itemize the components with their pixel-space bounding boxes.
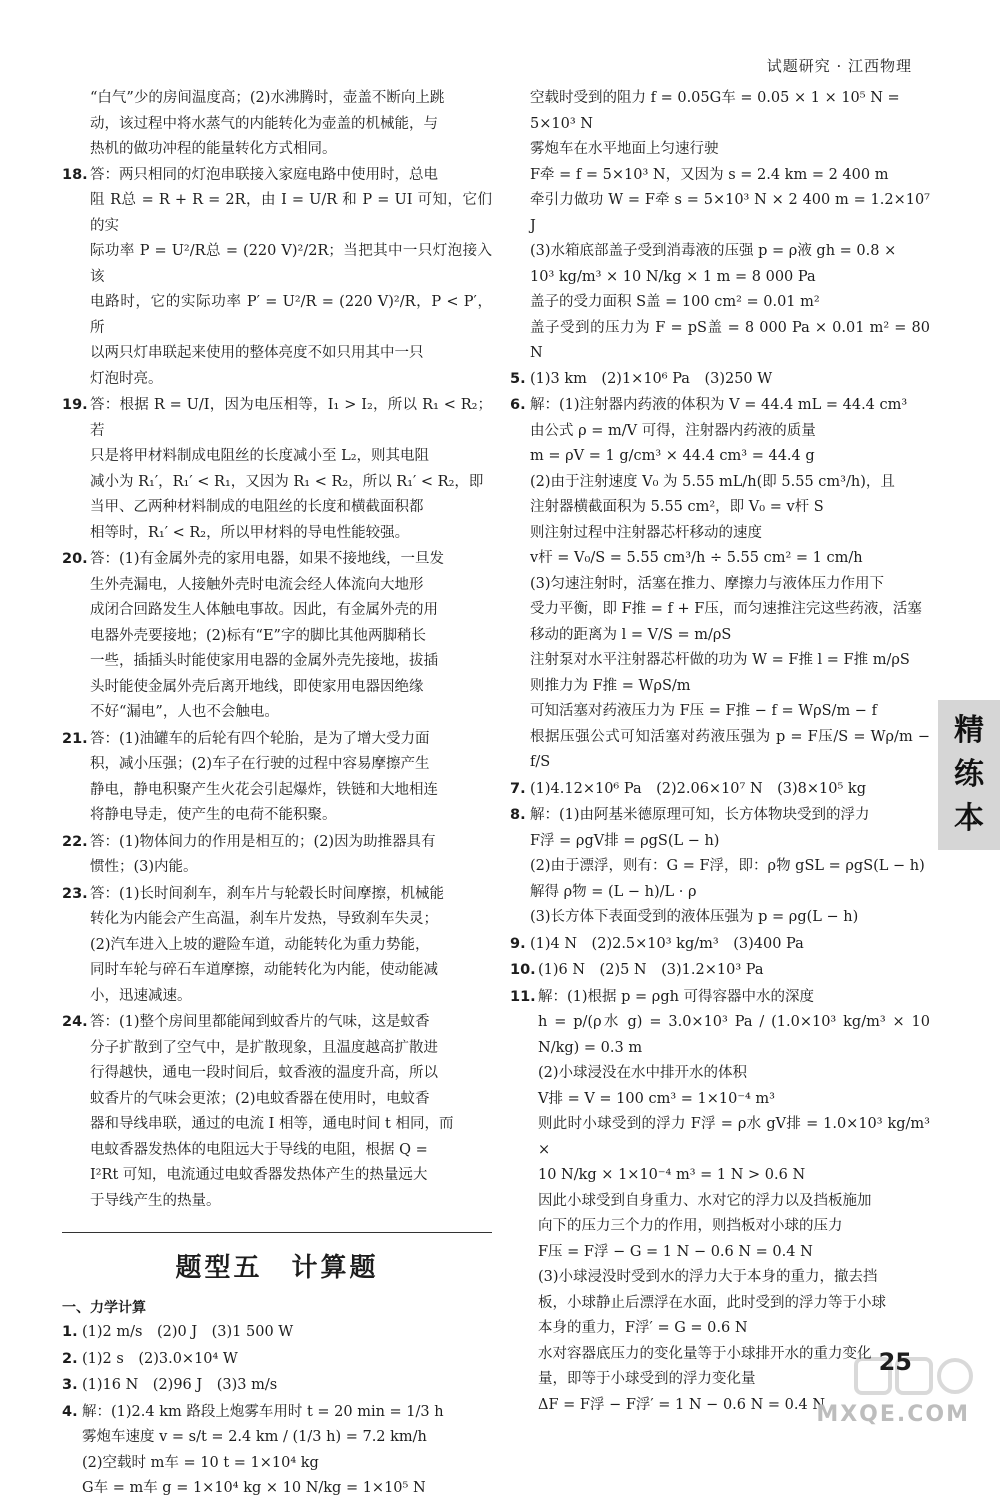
side-tab-label: 本 — [954, 801, 984, 836]
text-line: 成闭合回路发生人体触电事故。因此，有金属外壳的用 — [90, 602, 438, 618]
answer-8 — [510, 803, 930, 931]
text-line: (2)小球浸没在水中排开水的体积 — [538, 1065, 748, 1081]
text-line: 解：(1)2.4 km 路段上炮雾车用时 t = 20 min = 1/3 h — [82, 1403, 444, 1420]
text-line: 答：根据 R = U/I，因为电压相等，I₁ > I₂，所以 R₁ < R₂；若 — [90, 397, 492, 439]
left-column — [62, 86, 492, 1503]
question-number: 11. — [510, 988, 536, 1005]
section-title: 题型五 计算题 — [175, 1253, 379, 1283]
text-line: v杆 = V₀/S = 5.55 cm³/h ÷ 5.55 cm² = 1 cm/h — [530, 550, 863, 566]
text-line: (2)汽车进入上坡的避险车道，动能转化为重力势能， — [90, 936, 430, 953]
text-line: F牵 = f = 5×10³ N，又因为 s = 2.4 km = 2 400 m — [530, 166, 889, 183]
text-line: (2)由于漂浮，则有：G = F浮，即：ρ物 gSL = ρgS(L − h) — [530, 858, 925, 874]
text-line: 量，即等于小球受到的浮力变化量 — [538, 1371, 756, 1387]
text-line: 答：(1)长时间刹车，刹车片与轮毂长时间摩擦，机械能 — [90, 885, 445, 902]
text-line: 水对容器底压力的变化量等于小球排开水的重力变化 — [538, 1345, 872, 1362]
text-line: (1)2 m/s (2)0 J (3)1 500 W — [82, 1324, 294, 1340]
text-line: (1)4.12×10⁶ Pa (2)2.06×10⁷ N (3)8×10⁵ kg — [530, 780, 866, 797]
text-line: 阻 R总 = R + R = 2R，由 I = U/R 和 P = UI 可知，它们的实 — [90, 192, 492, 234]
text-line: (1)4 N (2)2.5×10³ kg/m³ (3)400 Pa — [530, 935, 804, 952]
text-line: 减小为 R₁′，R₁′ < R₁，又因为 R₁ < R₂，所以 R₁′ < R₂，即 — [90, 473, 484, 490]
text-line: 本身的重力，F浮′ = G = 0.6 N — [538, 1320, 748, 1336]
side-tab — [938, 700, 1000, 850]
text-line: 头时能使金属外壳后离开地线，即使家用电器因绝缘 — [90, 678, 424, 695]
watermark-logo-icon — [854, 1355, 974, 1397]
text-line: “白气”少的房间温度高；(2)水沸腾时，壶盖不断向上跳 — [90, 90, 445, 106]
text-line: F压 = F浮 − G = 1 N − 0.6 N = 0.4 N — [538, 1243, 813, 1260]
text-line: 转化为内能会产生高温，刹车片发热，导致刹车失灵； — [90, 911, 438, 927]
question-number: 2. — [62, 1350, 78, 1367]
text-line: 答：(1)整个房间里都能闻到蚊香片的气味，这是蚊香 — [90, 1014, 430, 1030]
text-line: 以两只灯串联起来使用的整体亮度不如只用其中一只 — [90, 345, 424, 361]
text-line: 一些，插插头时能使家用电器的金属外壳先接地，拔插 — [90, 653, 438, 669]
text-line: 则注射过程中注射器芯杆移动的速度 — [530, 524, 762, 541]
answer-3 — [62, 1373, 492, 1399]
question-number: 5. — [510, 370, 526, 387]
text-line: m = ρV = 1 g/cm³ × 44.4 cm³ = 44.4 g — [530, 448, 815, 464]
text-line: 解：(1)注射器内药液的体积为 V = 44.4 mL = 44.4 cm³ — [530, 397, 908, 413]
text-line: 电路时，它的实际功率 P′ = U²/R = (220 V)²/R，P < P′，所 — [90, 294, 492, 336]
text-line: 小，迅速减速。 — [90, 987, 192, 1004]
question-number: 24. — [62, 1014, 88, 1030]
text-line: 5×10³ N — [530, 115, 593, 132]
question-number: 4. — [62, 1403, 78, 1420]
text-line: (1)2 s (2)3.0×10⁴ W — [82, 1350, 238, 1367]
section-divider — [62, 1232, 492, 1233]
text-line: 静电，静电积聚产生火花会引起爆炸，铁链和大地相连 — [90, 781, 438, 798]
text-line: 答：(1)油罐车的后轮有四个轮胎，是为了增大受力面 — [90, 730, 430, 747]
text-line: 动，该过程中将水蒸气的内能转化为壶盖的机械能，与 — [90, 115, 438, 132]
text-line: 不好“漏电”，人也不会触电。 — [90, 704, 279, 720]
side-tab-label: 练 — [954, 757, 984, 792]
text-line: (1)6 N (2)5 N (3)1.2×10³ Pa — [538, 962, 764, 978]
text-line: 则推力为 F推 = WρS/m — [530, 677, 691, 694]
text-line: h = p/(ρ水 g) = 3.0×10³ Pa / (1.0×10³ kg/m³ × 10 N/kg) = 0.3 m — [538, 1014, 930, 1056]
answer-23 — [62, 882, 492, 1010]
side-tab-label: 精 — [954, 713, 984, 748]
text-line: 解：(1)由阿基米德原理可知，长方体物块受到的浮力 — [530, 807, 870, 823]
running-header: 试题研究 · 江西物理 — [766, 57, 912, 75]
text-line: I²Rt 可知，电流通过电蚊香器发热体产生的热量远大 — [90, 1167, 428, 1183]
answer-18 — [62, 163, 492, 393]
text-line: G车 = m车 g = 1×10⁴ kg × 10 N/kg = 1×10⁵ N — [82, 1480, 426, 1496]
text-line: 只是将甲材料制成电阻丝的长度减小至 L₂，则其电阻 — [90, 448, 430, 464]
text-line: 答：(1)有金属外壳的家用电器，如果不接地线，一旦发 — [90, 551, 445, 567]
question-number: 21. — [62, 730, 88, 747]
text-line: 根据压强公式可知活塞对药液压强为 p = F压/S = Wρ/m − f/S — [530, 728, 930, 770]
text-line: 解得 ρ物 = (L − h)/L · ρ — [530, 883, 697, 900]
question-number: 7. — [510, 780, 526, 797]
watermark-text: MXQE.COM — [816, 1402, 970, 1427]
text-line: 将静电导走，使产生的电荷不能积聚。 — [90, 807, 337, 823]
answer-7 — [510, 777, 930, 803]
text-line: 受力平衡，即 F推 = f + F压，而匀速推注完这些药液，活塞 — [530, 601, 922, 617]
text-line: 答：两只相同的灯泡串联接入家庭电路中使用时，总电 — [90, 166, 438, 183]
text-line: ΔF = F浮 − F浮′ = 1 N − 0.6 N = 0.4 N — [538, 1396, 826, 1413]
text-line: 10³ kg/m³ × 10 N/kg × 1 m = 8 000 Pa — [530, 268, 816, 285]
text-line: 际功率 P = U²/R总 = (220 V)²/2R；当把其中一只灯泡接入该 — [90, 243, 492, 285]
text-line: (3)匀速注射时，活塞在推力、摩擦力与液体压力作用下 — [530, 575, 885, 592]
question-number: 1. — [62, 1324, 78, 1340]
text-line: 向下的压力三个力的作用，则挡板对小球的压力 — [538, 1218, 843, 1234]
text-line: 生外壳漏电，人接触外壳时电流会经人体流向大地形 — [90, 576, 424, 593]
answer-22 — [62, 830, 492, 881]
text-line: 因此小球受到自身重力、水对它的浮力以及挡板施加 — [538, 1192, 872, 1209]
text-line: 电器外壳要接地；(2)标有“E”字的脚比其他两脚稍长 — [90, 627, 426, 644]
text-line: 答：(1)物体间力的作用是相互的；(2)因为助推器具有 — [90, 833, 436, 850]
right-column — [510, 86, 930, 1419]
text-line: 空载时受到的阻力 f = 0.05G车 = 0.05 × 1 × 10⁵ N = — [530, 90, 900, 106]
answer-19 — [62, 393, 492, 546]
text-line: 牵引力做功 W = F牵 s = 5×10³ N × 2 400 m = 1.2×10⁷ J — [530, 192, 930, 234]
text-line: 电蚊香器发热体的电阻远大于导线的电阻，根据 Q = — [90, 1141, 428, 1158]
answer-4 — [62, 1400, 492, 1502]
text-line: 盖子受到的压力为 F = pS盖 = 8 000 Pa × 0.01 m² = 80 N — [530, 319, 930, 361]
answer-6 — [510, 393, 930, 776]
text-line: 板，小球静止后漂浮在水面，此时受到的浮力等于小球 — [538, 1294, 886, 1311]
continued-answer — [62, 86, 492, 163]
answer-1 — [62, 1320, 492, 1346]
question-number: 3. — [62, 1377, 78, 1393]
text-line: (3)小球浸没时受到水的浮力大于本身的重力，撤去挡 — [538, 1269, 878, 1285]
question-number: 6. — [510, 397, 526, 413]
question-number: 23. — [62, 885, 88, 902]
text-line: 10 N/kg × 1×10⁻⁴ m³ = 1 N > 0.6 N — [538, 1167, 806, 1183]
text-line: 热机的做功冲程的能量转化方式相同。 — [90, 141, 337, 157]
text-line: 注射器横截面积为 5.55 cm²，即 V₀ = v杆 S — [530, 499, 824, 515]
question-number: 9. — [510, 935, 526, 952]
text-line: 分子扩散到了空气中，是扩散现象，且温度越高扩散进 — [90, 1039, 438, 1056]
text-line: 注射泵对水平注射器芯杆做的功为 W = F推 l = F推 m/ρS — [530, 652, 910, 668]
text-line: 可知活塞对药液压力为 F压 = F推 − f = WρS/m − f — [530, 703, 877, 719]
text-line: 惯性；(3)内能。 — [90, 859, 198, 875]
text-line: 解：(1)根据 p = ρgh 可得容器中水的深度 — [538, 988, 815, 1005]
answer-11 — [510, 985, 930, 1419]
answer-24 — [62, 1010, 492, 1214]
subsection-title: 一、力学计算 — [62, 1300, 146, 1316]
answer-20 — [62, 547, 492, 726]
question-number: 18. — [62, 166, 88, 183]
text-line: 当甲、乙两种材料制成的电阻丝的长度和横截面积都 — [90, 499, 424, 515]
question-number: 19. — [62, 397, 88, 413]
answer-9 — [510, 932, 930, 958]
text-line: (2)由于注射速度 V₀ 为 5.55 mL/h(即 5.55 cm³/h)，且 — [530, 473, 895, 490]
text-line: 蚊香片的气味会更浓；(2)电蚊香器在使用时，电蚊香 — [90, 1090, 430, 1107]
answer-10 — [510, 958, 930, 984]
text-line: 同时车轮与碎石车道摩擦，动能转化为内能，使动能减 — [90, 962, 438, 978]
text-line: (2)空载时 m车 = 10 t = 1×10⁴ kg — [82, 1454, 319, 1471]
text-line: V排 = V = 100 cm³ = 1×10⁻⁴ m³ — [538, 1090, 775, 1107]
question-number: 22. — [62, 833, 88, 850]
text-line: 积，减小压强；(2)车子在行驶的过程中容易摩擦产生 — [90, 756, 430, 772]
question-number: 8. — [510, 807, 526, 823]
text-line: 由公式 ρ = m/V 可得，注射器内药液的质量 — [530, 422, 816, 439]
text-line: 移动的距离为 l = V/S = m/ρS — [530, 626, 732, 643]
text-line: 器和导线串联，通过的电流 I 相等，通电时间 t 相同，而 — [90, 1116, 454, 1132]
answer-5 — [510, 367, 930, 393]
text-line: (3)长方体下表面受到的液体压强为 p = ρg(L − h) — [530, 909, 859, 925]
text-line: 雾炮车在水平地面上匀速行驶 — [530, 141, 719, 157]
answer-21 — [62, 727, 492, 829]
text-line: 灯泡时亮。 — [90, 370, 163, 387]
text-line: (1)16 N (2)96 J (3)3 m/s — [82, 1377, 278, 1393]
answer-2 — [62, 1347, 492, 1373]
text-line: (1)3 km (2)1×10⁶ Pa (3)250 W — [530, 370, 773, 387]
text-line: 盖子的受力面积 S盖 = 100 cm² = 0.01 m² — [530, 294, 820, 310]
text-line: 行得越快，通电一段时间后，蚊香液的温度升高，所以 — [90, 1065, 438, 1081]
text-line: 则此时小球受到的浮力 F浮 = ρ水 gV排 = 1.0×10³ kg/m³ × — [538, 1116, 930, 1158]
question-number: 20. — [62, 551, 88, 567]
text-line: F浮 = ρgV排 = ρgS(L − h) — [530, 832, 720, 849]
text-line: 雾炮车速度 v = s/t = 2.4 km / (1/3 h) = 7.2 km/h — [82, 1429, 427, 1445]
text-line: (3)水箱底部盖子受到消毒液的压强 p = ρ液 gh = 0.8 × — [530, 243, 897, 259]
text-line: 于导线产生的热量。 — [90, 1192, 221, 1209]
text-line: 相等时，R₁′ < R₂，所以甲材料的导电性能较强。 — [90, 524, 410, 541]
page-number: 25 — [878, 1348, 912, 1376]
continued-answer-4 — [510, 86, 930, 367]
question-number: 10. — [510, 962, 536, 978]
